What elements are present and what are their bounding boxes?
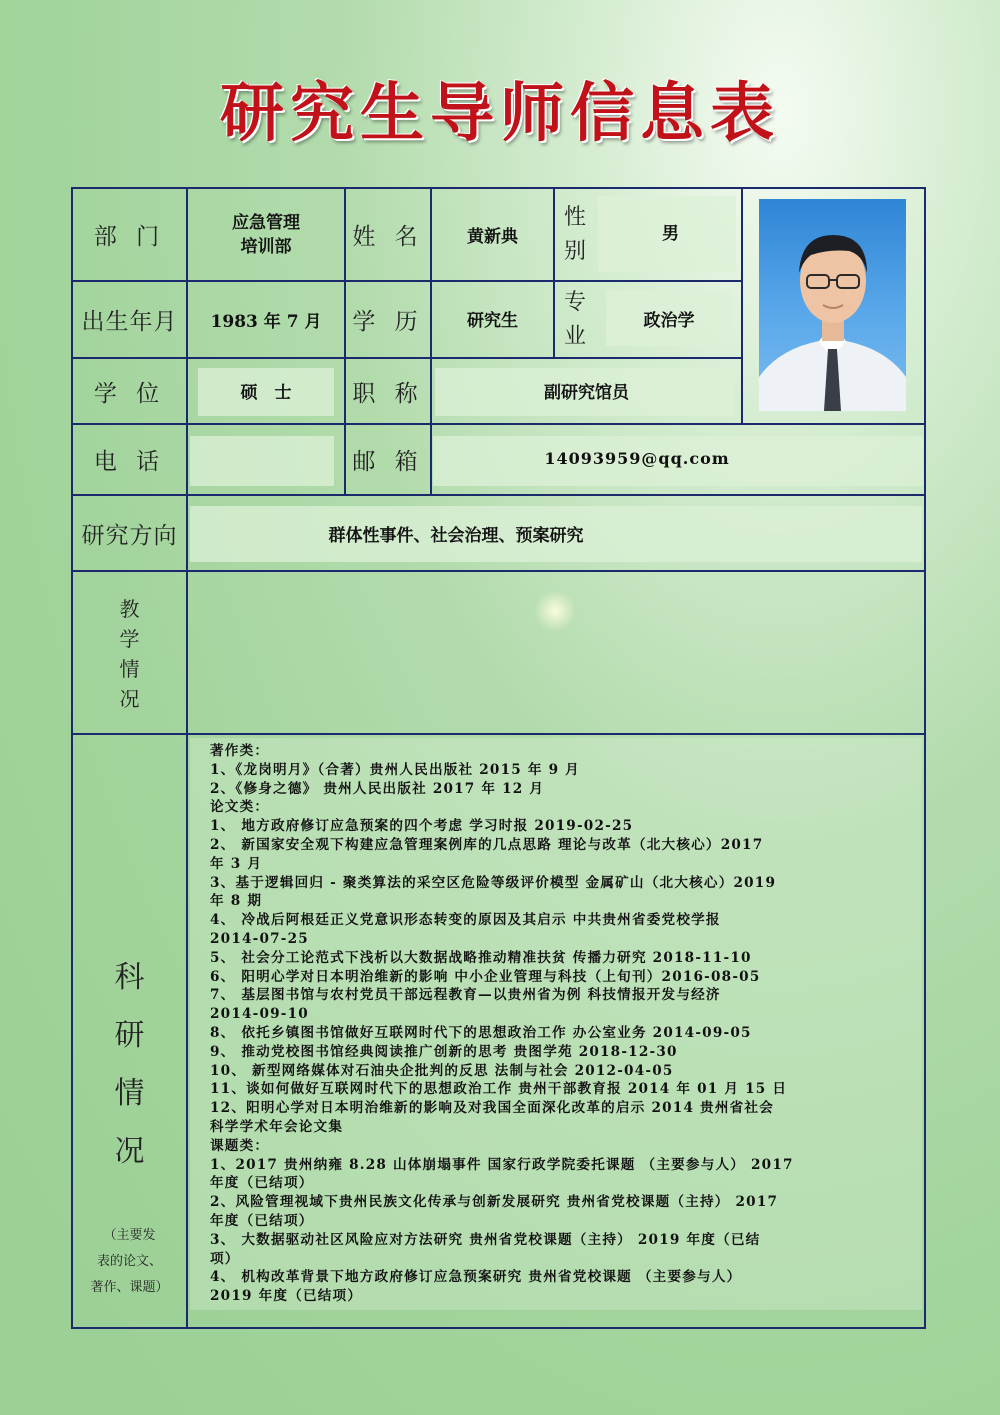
teaching-label xyxy=(73,594,186,714)
title-value: 副研究馆员 xyxy=(544,382,629,403)
research-line: 年度（已结项） xyxy=(210,1212,314,1229)
research-line: 科学学术年会论文集 xyxy=(210,1118,344,1135)
decorative-glow xyxy=(534,590,576,632)
research-label-char3: 情 xyxy=(114,1076,145,1111)
gender-label xyxy=(555,189,595,280)
phone-value xyxy=(188,425,344,494)
research-line: 4、 机构改革背景下地方政府修订应急预案研究 贵州省党校课题 （主要参与人） xyxy=(210,1269,742,1286)
dept-label: 部 门 xyxy=(93,224,166,250)
major-label xyxy=(555,282,595,357)
research-line: 11、谈如何做好互联网时代下的思想政治工作 贵州干部教育报 2014 年 01 月 15 日 xyxy=(210,1081,788,1098)
title-label: 职 称 xyxy=(352,380,424,407)
degree-label: 学 位 xyxy=(93,380,166,407)
research-label-char2: 研 xyxy=(114,1018,145,1053)
email-label: 邮 箱 xyxy=(352,449,424,475)
research-line: 9、 推动党校图书馆经典阅读推广创新的思考 贵图学苑 2018-12-30 xyxy=(210,1043,678,1060)
research-line: 6、 阳明心学对日本明治维新的影响 中小企业管理与科技（上旬刊）2016-08-05 xyxy=(210,968,761,985)
research-line: 年度（已结项） xyxy=(210,1175,314,1192)
research-line: 项） xyxy=(210,1250,240,1267)
research-line: 年 8 期 xyxy=(210,893,263,910)
birth-value: 1983 年 7 月 xyxy=(210,312,322,332)
research-note-line1: （主要发 xyxy=(103,1228,156,1243)
major-label-char2: 业 xyxy=(563,323,586,349)
phone-label: 电 话 xyxy=(93,449,166,475)
page-title: 研究生导师信息表 xyxy=(220,77,780,151)
teaching-label-char3: 情 xyxy=(119,657,140,681)
research-line: 2、风险管理视域下贵州民族文化传承与创新发展研究 贵州省党校课题（主持） 2017 xyxy=(210,1194,779,1211)
research-line: 10、 新型网络媒体对石油央企批判的反思 法制与社会 2012-04-05 xyxy=(210,1062,674,1079)
research-line: 12、阳明心学对日本明治维新的影响及对我国全面深化改革的启示 2014 贵州省社会 xyxy=(210,1100,775,1117)
degree-value: 硕 士 xyxy=(240,382,292,403)
dept-value xyxy=(188,189,344,280)
research-line: 年 3 月 xyxy=(210,855,263,872)
education-value: 研究生 xyxy=(467,310,518,331)
gender-value: 男 xyxy=(662,223,679,244)
gender-label-char1: 性 xyxy=(563,204,586,230)
research-direction-value: 群体性事件、社会治理、预案研究 xyxy=(328,525,584,546)
research-line: 2、《修身之德》 贵州人民出版社 2017 年 12 月 xyxy=(210,780,545,797)
research-line: 论文类： xyxy=(210,799,270,816)
research-line: 著作类： xyxy=(210,743,270,759)
research-line: 2019 年度（已结项） xyxy=(210,1288,363,1305)
research-line: 课题类： xyxy=(210,1137,270,1154)
research-label-char1: 科 xyxy=(114,960,145,995)
name-value: 黄新典 xyxy=(467,227,518,247)
research-line: 1、2017 贵州纳雍 8.28 山体崩塌事件 国家行政学院委托课题 （主要参与人） 2017 xyxy=(210,1156,794,1173)
research-line: 7、 基层图书馆与农村党员干部远程教育—以贵州省为例 科技情报开发与经济 xyxy=(210,987,721,1004)
research-label-char4: 况 xyxy=(114,1134,145,1169)
research-line: 1、《龙岗明月》（合著）贵州人民出版社 2015 年 9 月 xyxy=(210,761,580,778)
teaching-label-char2: 学 xyxy=(119,627,140,651)
email-value: 14093959@qq.com xyxy=(544,448,730,468)
research-direction-label: 研究方向 xyxy=(81,522,178,549)
dept-value-line1: 应急管理 xyxy=(232,212,300,233)
portrait-illustration xyxy=(759,199,906,411)
research-line: 3、 大数据驱动社区风险应对方法研究 贵州省党校课题（主持） 2019 年度（已结 xyxy=(210,1231,761,1248)
research-line: 2014-09-10 xyxy=(210,1006,309,1023)
research-note xyxy=(73,1222,186,1302)
research-note-line2: 表的论文、 xyxy=(96,1254,162,1269)
research-note-line3: 著作、课题） xyxy=(90,1280,169,1295)
research-line: 2、 新国家安全观下构建应急管理案例库的几点思路 理论与改革（北大核心）2017 xyxy=(210,836,764,853)
research-line: 2014-07-25 xyxy=(210,930,309,947)
name-label: 姓 名 xyxy=(352,224,424,250)
row-line xyxy=(71,733,926,735)
gender-label-char2: 别 xyxy=(563,238,586,264)
portrait-photo xyxy=(759,199,906,411)
research-line: 4、 冷战后阿根廷正义党意识形态转变的原因及其启示 中共贵州省委党校学报 xyxy=(210,912,721,929)
birth-label: 出生年月 xyxy=(81,309,178,335)
research-line: 1、 地方政府修订应急预案的四个考虑 学习时报 2019-02-25 xyxy=(210,818,634,835)
major-value: 政治学 xyxy=(643,310,695,331)
research-line: 3、基于逻辑回归 - 聚类算法的采空区危险等级评价模型 金属矿山（北大核心）2019 xyxy=(210,874,777,891)
teaching-label-char1: 教 xyxy=(119,597,140,621)
major-label-char1: 专 xyxy=(563,289,586,315)
research-label xyxy=(73,950,186,1180)
education-label: 学 历 xyxy=(352,309,424,335)
research-content xyxy=(210,742,910,1306)
research-line: 8、 依托乡镇图书馆做好互联网时代下的思想政治工作 办公室业务 2014-09-05 xyxy=(210,1024,752,1041)
research-line: 5、 社会分工论范式下浅析以大数据战略推动精准扶贫 传播力研究 2018-11-10 xyxy=(210,949,752,966)
dept-value-line2: 培训部 xyxy=(240,236,292,257)
teaching-label-char4: 况 xyxy=(119,687,140,711)
